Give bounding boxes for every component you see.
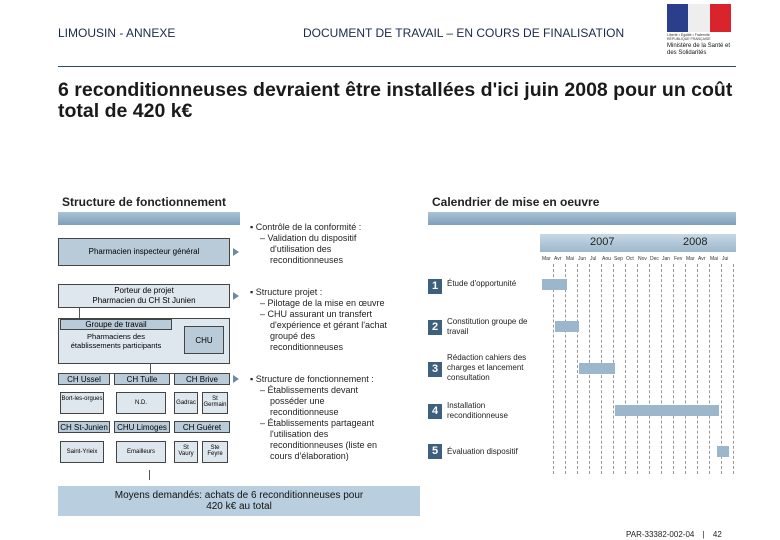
gantt-bar-1 <box>542 279 567 290</box>
task-label: Rédaction cahiers des charges et lancement consultation <box>447 353 527 382</box>
page-title: 6 reconditionneuses devraient être installées d'ici juin 2008 pour un coût total de 420 k€ <box>58 79 733 122</box>
header-left: LIMOUSIN - ANNEXE <box>58 26 176 40</box>
month-label: Aou <box>602 256 611 262</box>
gantt-gridline <box>649 264 650 474</box>
right-heading-bar <box>428 212 736 225</box>
ch-brive: CH Brive <box>174 373 230 385</box>
ch-st-junien: CH St-Junien <box>58 421 110 433</box>
bullet-3-head: ▪ Structure de fonctionnement : <box>250 374 374 384</box>
right-heading: Calendrier de mise en oeuvre <box>432 195 600 209</box>
month-label: Jan <box>662 256 671 262</box>
chu-box: CHU <box>184 326 224 354</box>
bullet-2-head: ▪ Structure projet : <box>250 287 323 297</box>
task-label: Évaluation dispositif <box>447 447 518 456</box>
task-label: Installation reconditionneuse <box>447 401 508 420</box>
bullet-3-line: reconditionneuses (liste en <box>270 440 378 450</box>
arrow-icon <box>233 375 239 383</box>
saint-yrieix-box: Saint-Yrieix <box>60 441 104 463</box>
connector <box>79 308 80 318</box>
porteur-title: Porteur de projet <box>114 286 174 295</box>
gantt-gridline <box>709 264 710 474</box>
pharmacien-box: Pharmacien inspecteur général <box>58 238 230 266</box>
bullet-1-line: – Validation du dispositif <box>260 233 357 243</box>
bullet-3 <box>250 374 422 462</box>
gantt-bar-4 <box>615 405 719 416</box>
bullet-3-line: – Établissements devant <box>260 385 359 395</box>
gantt-bar-5 <box>717 446 729 457</box>
logo-line1: Liberté • Égalité • Fraternité <box>667 33 710 37</box>
month-label: Jui <box>722 256 729 262</box>
gadrac-box: Gadrac <box>174 392 198 414</box>
groupe-sub: Pharmaciens des établissements participants <box>70 332 162 350</box>
month-label: Dec <box>650 256 659 262</box>
month-label: Mai <box>710 256 719 262</box>
task-label: Constitution groupe de travail <box>447 317 528 336</box>
connector <box>150 364 151 373</box>
task-label: Étude d'opportunité <box>447 279 517 288</box>
month-label: Sep <box>614 256 623 262</box>
month-label: Fev <box>674 256 683 262</box>
gantt-bar-2 <box>555 321 579 332</box>
year-2007: 2007 <box>590 236 615 248</box>
bullet-3-line: l'utilisation des <box>270 429 329 439</box>
connector <box>149 470 150 480</box>
logo-line2: RÉPUBLIQUE FRANÇAISE <box>667 37 711 41</box>
moyens-banner <box>58 486 420 516</box>
arrow-icon <box>233 292 239 300</box>
gantt-gridline <box>565 264 566 474</box>
logo-ministry: Ministère de la Santé et des Solidarités <box>667 43 731 56</box>
bullet-2-line: groupé des <box>270 331 316 341</box>
bullet-3-line: posséder une <box>270 396 325 406</box>
gantt-gridline <box>637 264 638 474</box>
ministry-logo <box>667 4 735 66</box>
gantt-bar-3 <box>579 363 615 374</box>
porteur-box <box>58 284 230 308</box>
month-label: Avr <box>698 256 706 262</box>
bullet-3-line: – Établissements partageant <box>260 418 375 428</box>
bullet-2-line: reconditionneuses <box>270 342 344 352</box>
left-heading: Structure de fonctionnement <box>62 195 227 209</box>
gantt-gridline <box>685 264 686 474</box>
left-heading-bar <box>58 212 240 225</box>
bullet-1-line: reconditionneuses <box>270 255 344 265</box>
porteur-sub: Pharmacien du CH St Junien <box>92 296 196 305</box>
ch-ussel: CH Ussel <box>58 373 110 385</box>
gantt-gridline <box>661 264 662 474</box>
bullet-2 <box>250 287 422 353</box>
task-number: 4 <box>428 404 442 419</box>
month-label: Oct <box>626 256 634 262</box>
st-germain-box: St Germain <box>202 392 228 414</box>
bullet-3-line: reconditionneuse <box>270 407 339 417</box>
flag-icon <box>667 4 731 32</box>
task-number: 3 <box>428 362 442 377</box>
nd-box: N.D. <box>116 392 166 414</box>
gantt-gridline <box>553 264 554 474</box>
bullet-3-line: cours d'élaboration) <box>270 451 349 461</box>
doc-reference: PAR-33382-002-04 | 42 <box>626 530 722 539</box>
bullet-1 <box>250 222 420 266</box>
gantt-gridline <box>733 264 734 474</box>
month-label: Nov <box>638 256 647 262</box>
month-label: Jul <box>590 256 597 262</box>
emailleurs-box: Emailleurs <box>116 441 166 463</box>
st-feyre-box: Ste Feyre <box>202 441 228 463</box>
bullet-1-line: d'utilisation des <box>270 244 332 254</box>
month-label: Mar <box>542 256 551 262</box>
chu-limoges: CHU Limoges <box>114 421 170 433</box>
gantt-gridline <box>697 264 698 474</box>
st-vaury-box: St Vaury <box>174 441 198 463</box>
bort-box: Bort-les-orgues <box>60 392 104 414</box>
gantt-gridline <box>721 264 722 474</box>
bullet-1-head: ▪ Contrôle de la conformité : <box>250 222 362 232</box>
year-2008: 2008 <box>683 236 708 248</box>
groupe-title: Groupe de travail <box>60 319 172 330</box>
header-rule <box>58 66 736 67</box>
moyens-text: Moyens demandés: achats de 6 reconditionneuses pour 420 k€ au total <box>114 490 364 512</box>
task-number: 1 <box>428 279 442 294</box>
task-number: 5 <box>428 444 442 459</box>
month-label: Avr <box>554 256 562 262</box>
gantt-gridline <box>673 264 674 474</box>
month-label: Mai <box>566 256 575 262</box>
arrow-icon <box>233 248 239 256</box>
ch-tulle: CH Tulle <box>114 373 170 385</box>
gantt-gridline <box>577 264 578 474</box>
ch-gueret: CH Guéret <box>174 421 230 433</box>
task-number: 2 <box>428 320 442 335</box>
bullet-2-line: – Pilotage de la mise en œuvre <box>260 298 385 308</box>
month-label: Mar <box>686 256 695 262</box>
month-label: Jun <box>578 256 587 262</box>
bullet-2-line: d'expérience et gérant l'achat <box>270 320 388 330</box>
gantt-gridline <box>625 264 626 474</box>
header-center: DOCUMENT DE TRAVAIL – EN COURS DE FINALISATION <box>303 26 625 40</box>
bullet-2-line: – CHU assurant un transfert <box>260 309 373 319</box>
